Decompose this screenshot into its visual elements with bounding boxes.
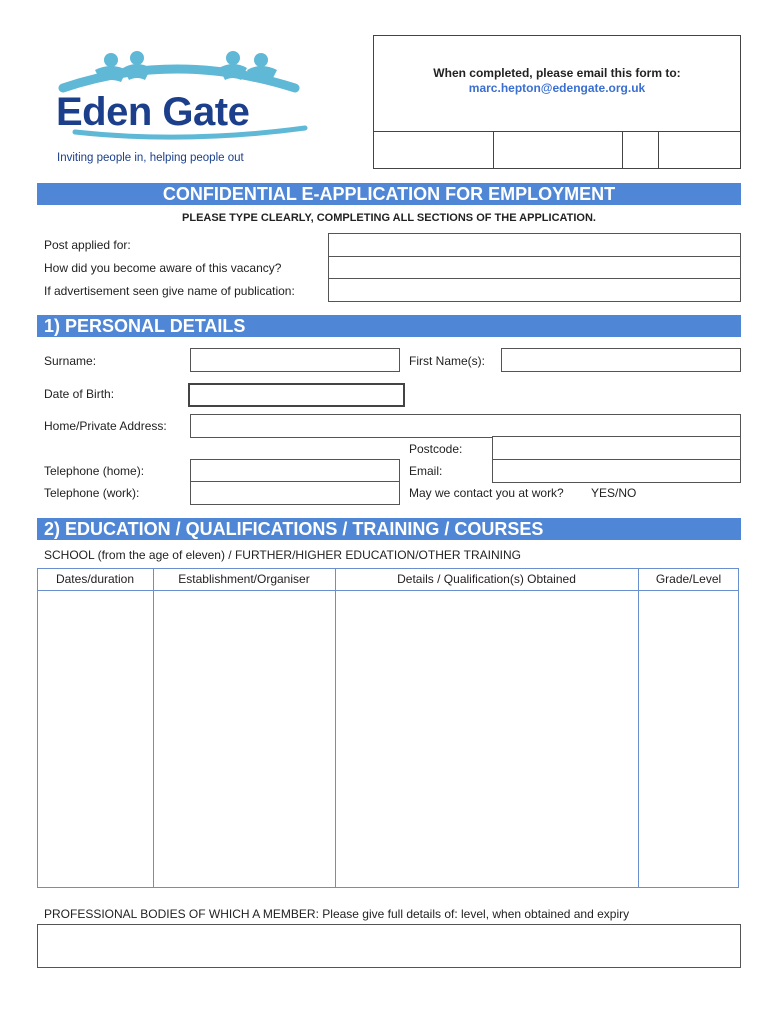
date-of-birth-input[interactable]: [188, 383, 405, 407]
divider: [622, 131, 623, 169]
education-table: [37, 568, 739, 888]
date-of-birth-label: Date of Birth:: [44, 387, 115, 401]
email-instruction-text: When completed, please email this form to:: [433, 66, 681, 80]
telephone-home-label: Telephone (home):: [44, 464, 145, 478]
post-applied-input[interactable]: [328, 233, 741, 257]
email-label: Email:: [409, 464, 443, 478]
form-subtitle: PLEASE TYPE CLEARLY, COMPLETING ALL SECTIONS OF THE APPLICATION.: [182, 212, 596, 224]
education-heading: 2) EDUCATION / QUALIFICATIONS / TRAINING / COURSES: [37, 518, 741, 540]
vacancy-aware-input[interactable]: [328, 256, 741, 279]
column-header-grade: Grade/Level: [655, 572, 722, 586]
logo-name: Eden Gate: [56, 90, 250, 134]
contact-at-work-label: May we contact you at work?: [409, 486, 564, 500]
divider: [373, 131, 741, 132]
contact-at-work-options[interactable]: YES/NO: [591, 486, 637, 500]
education-subheading: SCHOOL (from the age of eleven) / FURTHER/HIGHER EDUCATION/OTHER TRAINING: [44, 548, 521, 562]
telephone-home-input[interactable]: [190, 459, 400, 483]
postcode-label: Postcode:: [409, 442, 463, 456]
email-instruction-box: [373, 35, 741, 169]
address-label: Home/Private Address:: [44, 419, 167, 433]
column-header-establishment: Establishment/Organiser: [178, 572, 310, 586]
logo-tagline: Inviting people in, helping people out: [57, 152, 244, 164]
divider: [493, 131, 494, 169]
email-link[interactable]: marc.hepton@edengate.org.uk: [468, 81, 646, 95]
professional-bodies-label: PROFESSIONAL BODIES OF WHICH A MEMBER: Please give full details of: level, when obtained and expiry: [44, 907, 630, 921]
establishment-column-input[interactable]: [154, 591, 335, 887]
professional-bodies-input[interactable]: [37, 924, 741, 968]
first-name-label: First Name(s):: [409, 354, 485, 368]
postcode-input[interactable]: [492, 436, 741, 460]
column-header-details: Details / Qualification(s) Obtained: [397, 572, 576, 586]
publication-label: If advertisement seen give name of publication:: [44, 284, 295, 298]
surname-input[interactable]: [190, 348, 400, 372]
address-input[interactable]: [190, 414, 741, 438]
vacancy-aware-label: How did you become aware of this vacancy?: [44, 261, 282, 275]
telephone-work-label: Telephone (work):: [44, 486, 140, 500]
surname-label: Surname:: [44, 354, 97, 368]
publication-input[interactable]: [328, 278, 741, 302]
divider: [658, 131, 659, 169]
telephone-work-input[interactable]: [190, 481, 400, 505]
grade-column-input[interactable]: [639, 591, 738, 887]
email-input[interactable]: [492, 459, 741, 483]
personal-details-heading: 1) PERSONAL DETAILS: [37, 315, 741, 337]
post-applied-label: Post applied for:: [44, 238, 131, 252]
form-title: CONFIDENTIAL E-APPLICATION FOR EMPLOYMENT: [37, 183, 741, 205]
details-column-input[interactable]: [336, 591, 638, 887]
column-header-dates: Dates/duration: [55, 572, 135, 586]
dates-column-input[interactable]: [38, 591, 153, 887]
first-name-input[interactable]: [501, 348, 741, 372]
